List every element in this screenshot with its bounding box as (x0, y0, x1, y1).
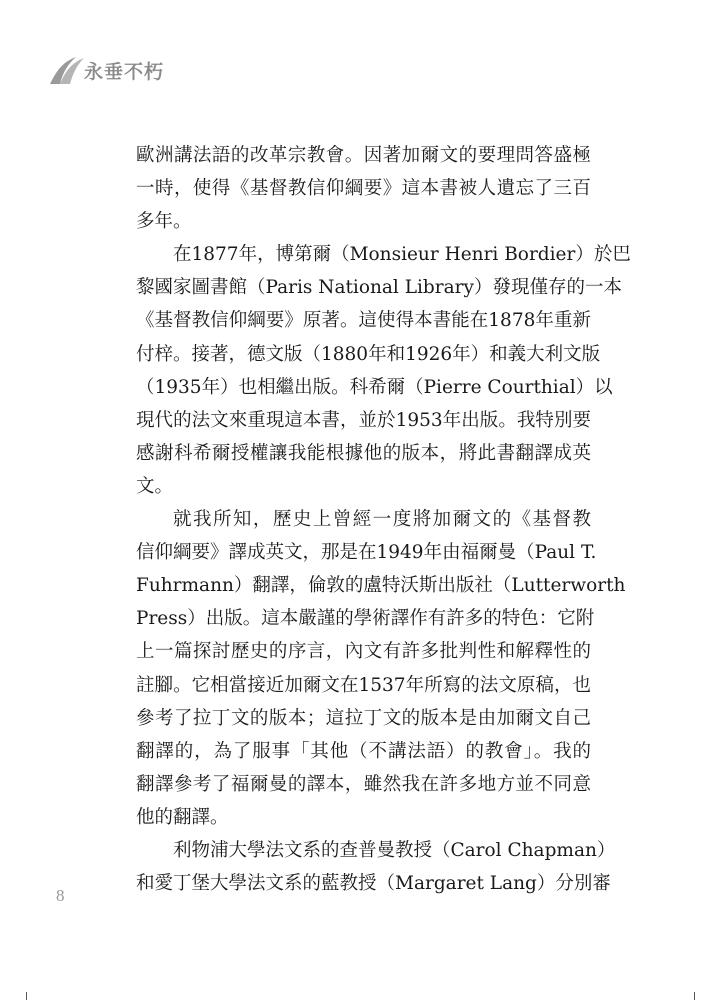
text-line: （1935年）也相繼出版。科希爾（Pierre Courthial）以 (136, 376, 613, 398)
text-line: 翻譯參考了福爾曼的譯本，雖然我在許多地方並不同意 (136, 773, 591, 795)
text-line: 黎國家圖書館（Paris National Library）發現僅存的一本 (136, 277, 622, 299)
text-line: 文。 (136, 475, 174, 497)
text-line: 歐洲講法語的改革宗教會。因著加爾文的要理問答盛極 (136, 145, 591, 166)
publisher-logo (46, 54, 164, 86)
text-line: 利物浦大學法文系的查普曼教授（Carol Chapman） (173, 839, 616, 861)
text-line: 就我所知，歷史上曾經一度將加爾文的《基督教 (173, 509, 591, 531)
text-line: 一時，使得《基督教信仰綱要》這本書被人遺忘了三百 (136, 178, 591, 200)
text-line: 現代的法文來重現這本書，並於1953年出版。我特別要 (136, 409, 591, 431)
text-line: Press）出版。這本嚴謹的學術譯作有許多的特色：它附 (136, 608, 595, 630)
text-line: Fuhrmann）翻譯，倫敦的盧特沃斯出版社（Lutterworth (136, 575, 626, 597)
text-line: 翻譯的，為了服事「其他（不講法語）的教會」。我的 (136, 740, 591, 762)
text-line: 註腳。它相當接近加爾文在1537年所寫的法文原稿，也 (136, 674, 591, 696)
text-line: 和愛丁堡大學法文系的藍教授（Margaret Lang）分別審 (136, 873, 611, 895)
text-line: 多年。 (136, 211, 192, 233)
text-line: 參考了拉丁文的版本；這拉丁文的版本是由加爾文自己 (136, 707, 591, 729)
text-line: 上一篇探討歷史的序言，內文有許多批判性和解釋性的 (136, 641, 591, 663)
logo-text: 永垂不朽 (84, 60, 165, 83)
page-number: 8 (56, 886, 65, 905)
text-line: 在1877年，博第爾（Monsieur Henri Bordier）於巴 (173, 244, 631, 266)
text-line: 《基督教信仰綱要》原著。這使得本書能在1878年重新 (136, 310, 591, 332)
text-line: 感謝科希爾授權讓我能根據他的版本，將此書翻譯成英 (136, 442, 591, 464)
swoosh-logo-icon (46, 54, 86, 86)
crop-mark-left (26, 992, 27, 1000)
body-text (136, 139, 631, 900)
crop-mark-right (694, 992, 695, 1000)
text-line: 他的翻譯。 (136, 806, 229, 828)
text-line: 信仰綱要》譯成英文，那是在1949年由福爾曼（Paul T. (136, 542, 597, 564)
text-line: 付梓。接著，德文版（1880年和1926年）和義大利文版 (136, 343, 601, 365)
